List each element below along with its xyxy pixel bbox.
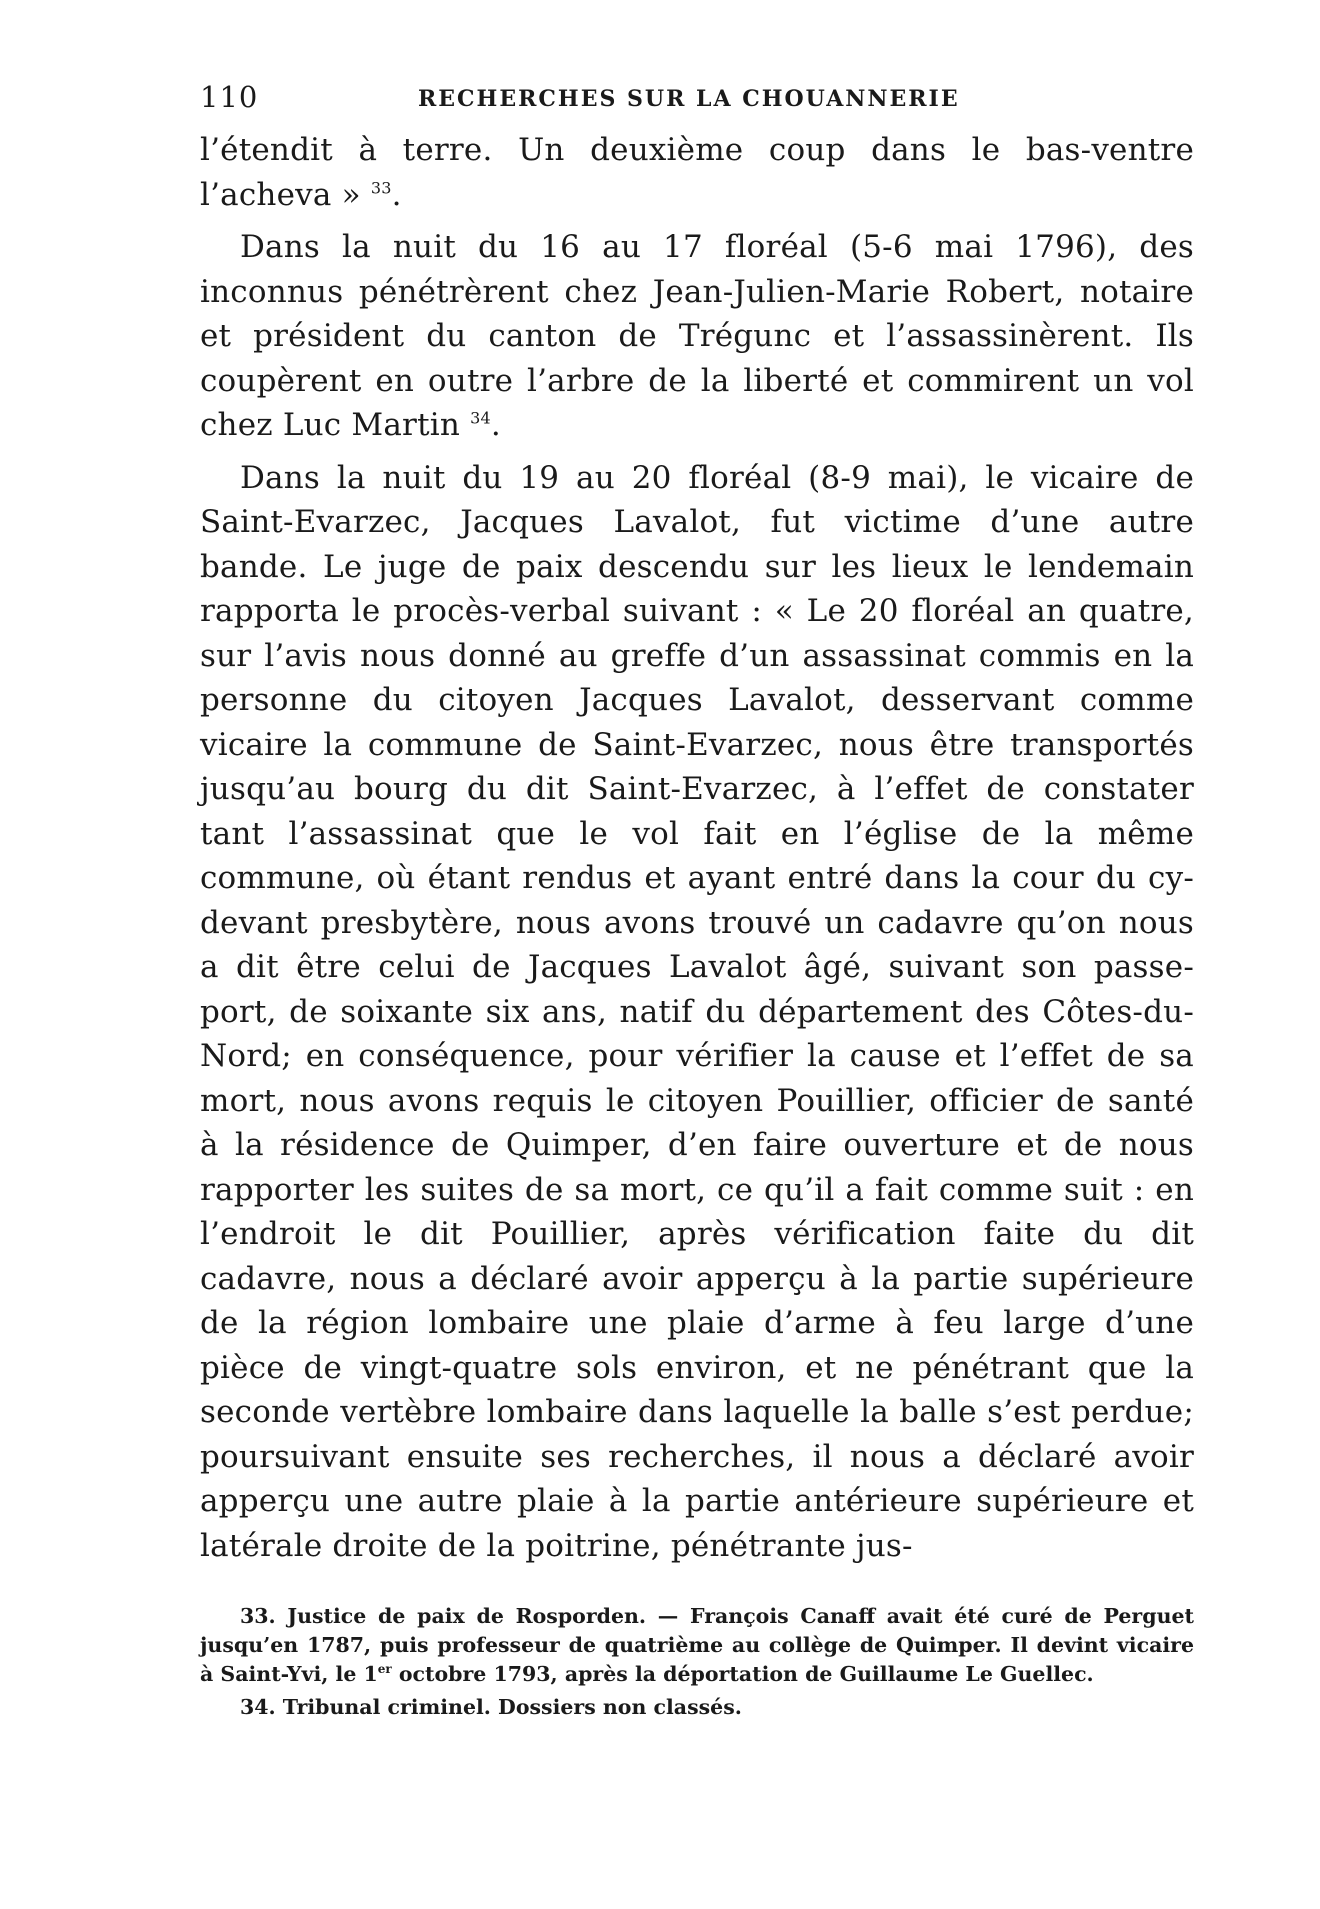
footnotes	[200, 1602, 1194, 1722]
page-header	[200, 80, 1194, 128]
footnote-33-text: 33. Justice de paix de Rosporden. — François Canaff avait été curé de Perguet jusqu’en 1787, puis professeur de quatrième au collège de Quimper. Il devint vicaire à Saint-Yvi, le 1	[200, 1604, 1194, 1686]
paragraph-1	[200, 128, 1194, 217]
paragraph-3	[200, 456, 1194, 1569]
book-page	[200, 80, 1194, 1722]
footnote-33	[200, 1602, 1194, 1689]
footnote-ref-34: 34	[470, 408, 491, 428]
body-text	[200, 128, 1194, 1568]
page-number: 110	[200, 80, 259, 114]
paragraph-1-tail: .	[391, 176, 402, 213]
paragraph-2-tail: .	[490, 407, 501, 443]
paragraph-3-text: Dans la nuit du 19 au 20 floréal (8-9 mai), le vicaire de Saint-Evarzec, Jacques Lavalot, fut victime d’une autre bande. Le juge de paix descendu sur les lieux le lendemain rapporta le procès-verbal suivant : « Le 20 floréal an quatre, sur l’avis nous donné au greffe d’un assassinat commis en la personne du citoyen Jacques Lavalot, desservant comme vicaire la commune de Saint-Evarzec, nous être transportés jusqu’au bourg du dit Saint-Evarzec, à l’effet de constater tant l’assassinat que le vol fait en l’église de la même commune, où étant rendus et ayant entré dans la cour du cy-devant presbytère, nous avons trouvé un cadavre qu’on nous a dit être celui de Jacques Lavalot âgé, suivant son passe-port, de soixante six ans, natif du département des Côtes-du-Nord; en conséquence, pour vérifier la cause et l’effet de sa mort, nous avons requis le citoyen Pouillier, officier de santé à la résidence de Quimper, d’en faire ouverture et de nous rapporter les suites de sa mort, ce qu’il a fait comme suit : en l’endroit le dit Pouillier, après vérification faite du dit cadavre, nous a déclaré avoir apperçu à la partie supérieure de la région lombaire une plaie d’arme à feu large d’une pièce de vingt-quatre sols environ, et ne pénétrant que la seconde vertèbre lombaire dans laquelle la balle s’est perdue; poursuivant ensuite ses recherches, il nous a déclaré avoir apperçu une autre plaie à la partie antérieure supérieure et latérale droite de la poitrine, pénétrante jus-	[200, 459, 1194, 1564]
footnote-ref-33: 33	[370, 178, 392, 198]
paragraph-2-text: Dans la nuit du 16 au 17 floréal (5-6 mai 1796), des inconnus pénétrèrent chez Jean-Julien-Marie Robert, notaire et président du canton de Trégunc et l’assassinèrent. Ils coupèrent en outre l’arbre de la liberté et commirent un vol chez Luc Martin	[200, 229, 1194, 443]
footnote-34-text: 34. Tribunal criminel. Dossiers non classés.	[240, 1695, 742, 1719]
footnote-33-text-end: octobre 1793, après la déportation de Guillaume Le Guellec.	[391, 1662, 1094, 1686]
running-title: RECHERCHES SUR LA CHOUANNERIE	[418, 86, 960, 112]
footnote-34	[200, 1693, 1194, 1722]
footnote-33-superscript: er	[377, 1662, 392, 1677]
paragraph-1-text: l’étendit à terre. Un deuxième coup dans le bas-ventre l’acheva »	[200, 132, 1194, 213]
paragraph-2	[200, 225, 1194, 448]
